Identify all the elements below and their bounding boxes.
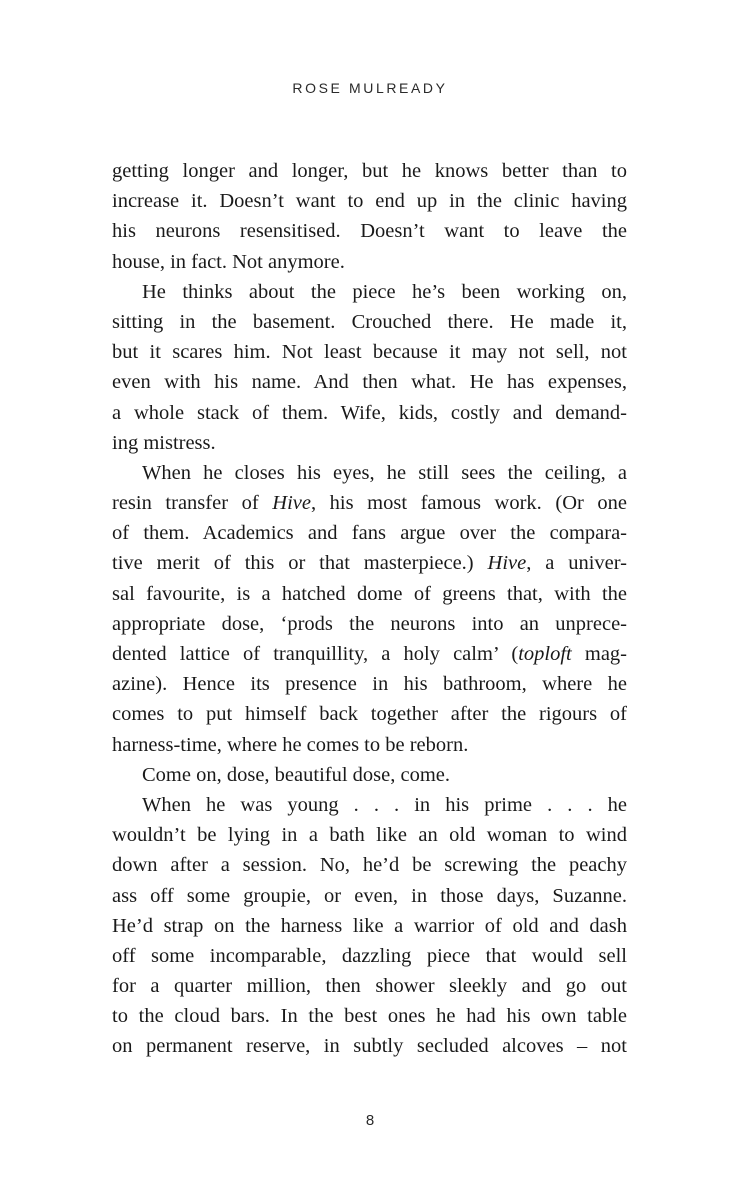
text-line: increase it. Doesn’t want to end up in the clinic having xyxy=(112,190,627,213)
text-line: When he closes his eyes, he still sees the ceiling, a xyxy=(142,461,627,484)
running-head: ROSE MULREADY xyxy=(292,80,448,96)
text-run: resin transfer of xyxy=(112,492,273,515)
text-line: to the cloud bars. In the best ones he had his own table xyxy=(112,1005,627,1028)
text-line: comes to put himself back together after the rigours of xyxy=(112,703,627,726)
italic-title: Hive xyxy=(487,552,527,575)
text-line: appropriate dose, ‘prods the neurons into an unprece- xyxy=(112,612,627,635)
text-line: wouldn’t be lying in a bath like an old woman to wind xyxy=(112,824,627,847)
text-line: azine). Hence its presence in his bathroom, where he xyxy=(112,673,627,696)
text-line xyxy=(112,548,627,578)
text-line: When he was young . . . in his prime . . . he xyxy=(142,793,627,816)
text-run: , a univer- xyxy=(526,552,627,575)
text-line: He’d strap on the harness like a warrior of old and dash xyxy=(112,914,627,937)
text-line: sal favourite, is a hatched dome of greens that, with the xyxy=(112,582,627,605)
text-line: down after a session. No, he’d be screwing the peachy xyxy=(112,854,627,877)
text-run: , his most famous work. (Or one xyxy=(310,492,627,515)
text-line: house, in fact. Not anymore. xyxy=(112,250,345,273)
text-run: mag- xyxy=(571,643,627,665)
text-line: ass off some groupie, or even, in those days, Suzanne. xyxy=(112,884,627,907)
page-number: 8 xyxy=(365,1112,375,1129)
text-line: He thinks about the piece he’s been working on, xyxy=(142,280,627,303)
italic-title: Hive xyxy=(272,492,311,515)
text-run: tive merit of this or that masterpiece.) xyxy=(112,552,488,575)
text-line: Come on, dose, beautiful dose, come. xyxy=(142,763,451,786)
body-text xyxy=(112,156,627,1062)
text-line: on permanent reserve, in subtly secluded alcoves – not xyxy=(112,1035,627,1058)
text-line: of them. Academics and fans argue over the compara- xyxy=(112,522,627,545)
text-line: for a quarter million, then shower sleekly and go out xyxy=(112,975,627,998)
text-line xyxy=(112,488,627,518)
text-line: even with his name. And then what. He has expenses, xyxy=(112,371,627,394)
text-line: a whole stack of them. Wife, kids, costly and demand- xyxy=(112,401,627,424)
text-line: but it scares him. Not least because it may not sell, not xyxy=(112,341,627,364)
text-run: dented lattice of tranquillity, a holy calm’ ( xyxy=(112,643,519,665)
text-line: harness-time, where he comes to be reborn. xyxy=(112,733,469,756)
text-line: ing mistress. xyxy=(112,431,216,454)
text-line: off some incomparable, dazzling piece that would sell xyxy=(112,944,627,967)
text-line: getting longer and longer, but he knows better than to xyxy=(112,160,627,182)
text-line: sitting in the basement. Crouched there. He made it, xyxy=(112,310,627,333)
italic-title: toploft xyxy=(518,643,572,665)
text-line: his neurons resensitised. Doesn’t want to leave the xyxy=(112,220,627,243)
text-line xyxy=(112,639,627,669)
